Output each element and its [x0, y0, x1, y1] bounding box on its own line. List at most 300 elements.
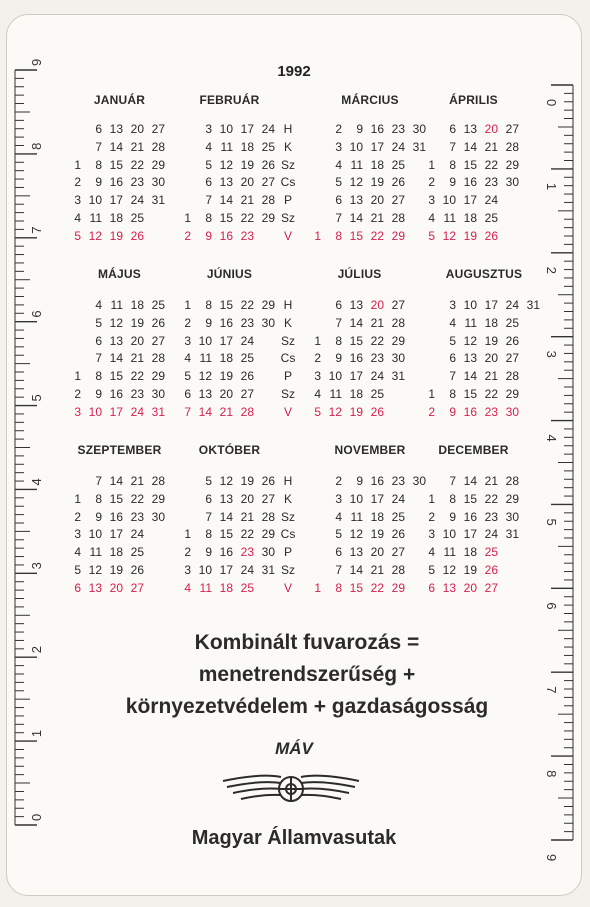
day-number: 17: [370, 491, 384, 506]
day-number: 16: [463, 175, 477, 190]
day-number: 24: [391, 139, 405, 154]
day-number: 6: [335, 545, 342, 560]
day-number: 14: [463, 139, 477, 154]
day-number: 26: [151, 315, 165, 330]
day-number: 19: [109, 228, 123, 243]
day-number: 2: [335, 474, 342, 488]
day-number: 1: [428, 491, 435, 506]
day-number: 5: [428, 563, 435, 577]
day-number: 22: [370, 228, 384, 243]
day-number: 1: [74, 369, 81, 384]
day-number: 23: [391, 474, 405, 488]
day-number: 3: [74, 404, 81, 419]
day-letter: Sz: [280, 387, 295, 401]
day-number: 2: [428, 509, 435, 524]
day-number: 10: [88, 193, 102, 208]
day-number: 8: [205, 298, 212, 312]
day-number: 13: [219, 491, 233, 506]
day-number: 12: [328, 404, 342, 419]
day-number: 2: [74, 175, 81, 190]
day-number: 25: [240, 351, 254, 366]
day-number: 16: [109, 509, 123, 524]
day-number: 29: [391, 228, 405, 243]
slogan-line-2: menetrendszerűség +: [198, 663, 416, 686]
month-name: ÁPRILIS: [449, 93, 498, 107]
day-number: 2: [314, 351, 321, 366]
day-number: 12: [349, 175, 363, 190]
day-number: 20: [240, 491, 254, 506]
ruler-label: 9: [544, 854, 559, 862]
day-number: 2: [184, 315, 191, 330]
day-number: 12: [198, 369, 212, 384]
day-number: 26: [240, 369, 254, 384]
day-number: 29: [151, 157, 165, 172]
day-number: 14: [198, 404, 212, 419]
day-number: 10: [198, 333, 212, 348]
day-number: 22: [370, 580, 384, 595]
day-number: 16: [219, 545, 233, 560]
day-number: 12: [442, 228, 456, 243]
day-number: 24: [130, 404, 144, 419]
day-number: 21: [370, 563, 384, 577]
day-number: 22: [130, 369, 144, 384]
day-number: 29: [505, 387, 519, 401]
day-number: 6: [74, 580, 81, 595]
month-name: OKTÓBER: [198, 443, 261, 457]
day-number: 1: [428, 387, 435, 401]
ruler-right: [541, 15, 581, 895]
day-letter: H: [283, 298, 293, 312]
day-number: 28: [391, 563, 405, 577]
day-number: 18: [240, 139, 254, 154]
day-number: 5: [74, 563, 81, 577]
ruler-label: 3: [29, 562, 44, 570]
month-name: NOVEMBER: [334, 443, 406, 457]
ruler-label: 4: [544, 434, 559, 442]
day-number: 30: [412, 122, 426, 136]
day-number: 20: [370, 193, 384, 208]
day-number: 21: [484, 369, 498, 384]
ruler-label: 8: [29, 142, 44, 150]
day-number: 9: [205, 228, 212, 243]
day-number: 10: [349, 491, 363, 506]
day-number: 13: [442, 580, 456, 595]
day-number: 4: [205, 139, 212, 154]
day-number: 13: [349, 193, 363, 208]
day-number: 25: [505, 315, 519, 330]
day-number: 17: [240, 122, 254, 136]
day-number: 15: [463, 157, 477, 172]
day-number: 3: [335, 491, 342, 506]
day-number: 28: [505, 369, 519, 384]
day-number: 27: [391, 193, 405, 208]
day-number: 6: [449, 351, 456, 366]
year-title: 1992: [277, 63, 311, 80]
ruler-label: 5: [29, 394, 44, 402]
day-number: 18: [130, 298, 144, 312]
day-number: 8: [335, 580, 342, 595]
day-number: 1: [184, 211, 191, 225]
day-number: 9: [356, 474, 363, 488]
day-number: 26: [370, 404, 384, 419]
day-number: 5: [184, 369, 191, 384]
day-number: 27: [261, 175, 275, 190]
day-number: 30: [505, 509, 519, 524]
day-number: 13: [349, 545, 363, 560]
day-number: 19: [219, 369, 233, 384]
day-number: 8: [335, 228, 342, 243]
day-number: 9: [95, 387, 102, 401]
day-number: 13: [109, 122, 123, 136]
day-number: 1: [314, 580, 321, 595]
day-number: 30: [151, 387, 165, 401]
day-number: 2: [74, 509, 81, 524]
day-number: 4: [95, 298, 102, 312]
day-number: 24: [130, 527, 144, 542]
day-number: 3: [314, 369, 321, 384]
day-number: 24: [505, 298, 519, 312]
day-number: 19: [240, 474, 254, 488]
day-number: 5: [205, 474, 212, 488]
day-number: 24: [484, 193, 498, 208]
day-number: 20: [130, 333, 144, 348]
day-number: 27: [151, 122, 165, 136]
day-number: 11: [350, 157, 363, 172]
day-number: 6: [205, 175, 212, 190]
day-number: 19: [463, 228, 477, 243]
day-number: 3: [74, 527, 81, 542]
day-number: 26: [484, 563, 498, 577]
day-number: 19: [240, 157, 254, 172]
ruler-label: 1: [544, 182, 559, 191]
day-number: 27: [240, 387, 254, 401]
day-number: 14: [349, 315, 363, 330]
day-number: 30: [151, 509, 165, 524]
day-number: 20: [484, 351, 498, 366]
day-number: 18: [219, 351, 233, 366]
day-number: 12: [88, 228, 102, 243]
day-number: 19: [130, 315, 144, 330]
day-number: 7: [205, 509, 212, 524]
day-number: 31: [505, 527, 519, 542]
day-letter: Cs: [280, 351, 296, 366]
day-number: 30: [505, 175, 519, 190]
day-number: 5: [428, 228, 435, 243]
day-number: 23: [240, 545, 254, 560]
month-name: JANUÁR: [93, 93, 146, 107]
day-number: 27: [151, 333, 165, 348]
day-number: 6: [205, 491, 212, 506]
day-number: 4: [335, 509, 342, 524]
day-letter: Cs: [280, 175, 296, 190]
day-number: 4: [314, 387, 321, 401]
day-number: 6: [428, 580, 435, 595]
ruler-left: [7, 15, 47, 895]
day-number: 23: [484, 404, 498, 419]
day-number: 23: [370, 351, 384, 366]
day-number: 17: [219, 563, 233, 577]
day-number: 24: [261, 122, 275, 136]
day-number: 4: [74, 211, 81, 225]
day-number: 17: [109, 404, 123, 419]
ruler-label: 0: [29, 813, 44, 821]
day-number: 15: [349, 333, 363, 348]
day-number: 22: [240, 211, 254, 225]
day-number: 30: [412, 474, 426, 488]
day-number: 12: [219, 157, 233, 172]
ruler-label: 4: [29, 478, 44, 486]
ruler-label: 8: [544, 770, 559, 778]
day-number: 6: [95, 122, 102, 136]
day-number: 20: [240, 175, 254, 190]
day-letter: Sz: [280, 563, 295, 577]
day-number: 15: [463, 387, 477, 401]
day-number: 2: [184, 545, 191, 560]
day-number: 27: [505, 122, 519, 136]
day-number: 1: [314, 333, 321, 348]
day-number: 27: [130, 580, 144, 595]
day-number: 17: [463, 193, 477, 208]
day-letter: K: [283, 139, 292, 154]
day-number: 19: [484, 333, 498, 348]
day-number: 27: [505, 351, 519, 366]
ruler-label: 3: [544, 350, 559, 358]
day-number: 28: [505, 474, 519, 488]
day-number: 13: [349, 298, 363, 312]
day-number: 13: [219, 175, 233, 190]
day-number: 21: [130, 474, 144, 488]
day-number: 5: [314, 404, 321, 419]
day-number: 3: [449, 298, 456, 312]
day-number: 17: [484, 298, 498, 312]
day-number: 11: [89, 545, 102, 560]
day-number: 27: [484, 580, 498, 595]
day-number: 18: [370, 157, 384, 172]
ruler-label: 0: [544, 99, 559, 107]
day-number: 18: [219, 580, 233, 595]
day-number: 7: [449, 139, 456, 154]
day-number: 21: [219, 404, 233, 419]
day-number: 10: [349, 139, 363, 154]
day-number: 6: [184, 387, 191, 401]
day-number: 20: [484, 122, 498, 136]
day-number: 21: [370, 315, 384, 330]
ruler-label: 5: [544, 518, 559, 526]
day-number: 9: [95, 509, 102, 524]
day-number: 4: [335, 157, 342, 172]
day-letter: K: [283, 315, 292, 330]
day-number: 27: [391, 545, 405, 560]
day-number: 8: [95, 491, 102, 506]
day-number: 10: [88, 404, 102, 419]
day-number: 9: [449, 175, 456, 190]
day-number: 21: [130, 351, 144, 366]
day-number: 31: [261, 563, 275, 577]
ruler-label: 9: [29, 58, 44, 66]
day-number: 13: [463, 122, 477, 136]
day-number: 16: [463, 509, 477, 524]
month-name: JÚNIUS: [206, 267, 253, 281]
day-number: 10: [328, 369, 342, 384]
day-letter: Sz: [280, 211, 295, 225]
day-number: 25: [261, 139, 275, 154]
day-number: 10: [88, 527, 102, 542]
day-number: 21: [484, 139, 498, 154]
day-number: 18: [370, 509, 384, 524]
day-number: 20: [463, 580, 477, 595]
day-number: 15: [109, 157, 123, 172]
month-name: MÁRCIUS: [341, 93, 399, 107]
day-number: 11: [329, 387, 342, 401]
day-number: 25: [391, 509, 405, 524]
day-number: 9: [356, 122, 363, 136]
day-number: 29: [151, 491, 165, 506]
slogan-line-1: Kombinált fuvarozás =: [194, 631, 420, 654]
month-name: AUGUSZTUS: [445, 267, 523, 281]
day-number: 1: [314, 228, 321, 243]
day-number: 2: [428, 404, 435, 419]
day-number: 28: [261, 509, 275, 524]
day-number: 19: [109, 563, 123, 577]
day-number: 7: [335, 563, 342, 577]
day-number: 23: [130, 175, 144, 190]
day-letter: Sz: [280, 333, 295, 348]
day-number: 9: [335, 351, 342, 366]
day-number: 7: [335, 315, 342, 330]
day-number: 7: [95, 351, 102, 366]
day-number: 17: [463, 527, 477, 542]
day-number: 7: [205, 193, 212, 208]
day-number: 13: [109, 333, 123, 348]
day-number: 15: [219, 298, 233, 312]
day-number: 11: [350, 509, 363, 524]
day-number: 14: [219, 193, 233, 208]
day-number: 16: [219, 315, 233, 330]
day-number: 19: [370, 527, 384, 542]
day-number: 26: [505, 333, 519, 348]
day-number: 7: [184, 404, 191, 419]
day-number: 28: [151, 474, 165, 488]
day-number: 2: [335, 122, 342, 136]
slogan-line-3: környezetvédelem + gazdaságosság: [125, 695, 489, 718]
day-number: 4: [449, 315, 456, 330]
day-number: 19: [349, 404, 363, 419]
day-number: 26: [261, 157, 275, 172]
day-number: 16: [109, 387, 123, 401]
day-number: 11: [443, 545, 456, 560]
winged-wheel-logo: [221, 763, 361, 813]
mav-logo-text: MÁV: [275, 739, 313, 758]
day-number: 20: [109, 580, 123, 595]
day-number: 20: [219, 387, 233, 401]
day-number: 14: [109, 474, 123, 488]
day-number: 15: [349, 580, 363, 595]
ruler-label: 6: [29, 310, 44, 318]
day-letter: P: [283, 545, 292, 560]
day-number: 14: [463, 369, 477, 384]
day-number: 17: [109, 193, 123, 208]
month-name: MÁJUS: [97, 267, 141, 281]
day-number: 9: [449, 404, 456, 419]
day-number: 30: [151, 175, 165, 190]
day-number: 17: [109, 527, 123, 542]
day-number: 16: [370, 474, 384, 488]
day-number: 23: [130, 509, 144, 524]
day-letter: H: [283, 474, 293, 488]
day-number: 5: [335, 175, 342, 190]
day-number: 5: [74, 228, 81, 243]
day-number: 18: [463, 545, 477, 560]
day-number: 9: [449, 509, 456, 524]
day-number: 14: [109, 139, 123, 154]
day-number: 8: [205, 527, 212, 542]
calendar-card: [6, 14, 582, 896]
day-number: 17: [219, 333, 233, 348]
day-letter: P: [283, 369, 292, 384]
day-number: 7: [95, 139, 102, 154]
day-number: 2: [74, 387, 81, 401]
day-number: 11: [89, 211, 102, 225]
day-number: 3: [428, 193, 435, 208]
day-number: 23: [484, 175, 498, 190]
day-number: 2: [428, 175, 435, 190]
day-number: 13: [198, 387, 212, 401]
day-number: 21: [370, 211, 384, 225]
day-number: 31: [526, 298, 540, 312]
day-letter: V: [283, 228, 292, 243]
day-number: 26: [391, 175, 405, 190]
day-number: 4: [428, 211, 435, 225]
day-letter: Cs: [280, 527, 296, 542]
day-number: 15: [109, 491, 123, 506]
day-number: 30: [261, 315, 275, 330]
day-number: 7: [449, 369, 456, 384]
day-number: 23: [240, 315, 254, 330]
day-number: 21: [240, 193, 254, 208]
month-name: JÚLIUS: [337, 267, 382, 281]
day-letter: K: [283, 491, 292, 506]
day-number: 31: [412, 139, 426, 154]
company-name: Magyar Államvasutak: [191, 827, 397, 849]
day-number: 1: [184, 298, 191, 312]
day-number: 26: [130, 563, 144, 577]
day-number: 12: [219, 474, 233, 488]
day-number: 12: [349, 527, 363, 542]
day-number: 16: [219, 228, 233, 243]
day-number: 5: [205, 157, 212, 172]
day-number: 8: [335, 333, 342, 348]
day-number: 7: [95, 474, 102, 488]
day-number: 26: [484, 228, 498, 243]
day-number: 30: [261, 545, 275, 560]
day-number: 12: [109, 315, 123, 330]
day-number: 12: [442, 563, 456, 577]
day-number: 10: [442, 527, 456, 542]
day-number: 19: [463, 563, 477, 577]
day-number: 6: [335, 193, 342, 208]
day-number: 20: [370, 545, 384, 560]
day-number: 25: [370, 387, 384, 401]
day-number: 27: [391, 298, 405, 312]
day-number: 9: [95, 175, 102, 190]
day-letter: P: [283, 193, 292, 208]
day-letter: V: [283, 580, 292, 595]
ruler-label: 1: [29, 729, 44, 738]
day-number: 8: [205, 211, 212, 225]
day-number: 3: [205, 122, 212, 136]
ruler-label: 2: [544, 266, 559, 275]
day-number: 21: [240, 509, 254, 524]
